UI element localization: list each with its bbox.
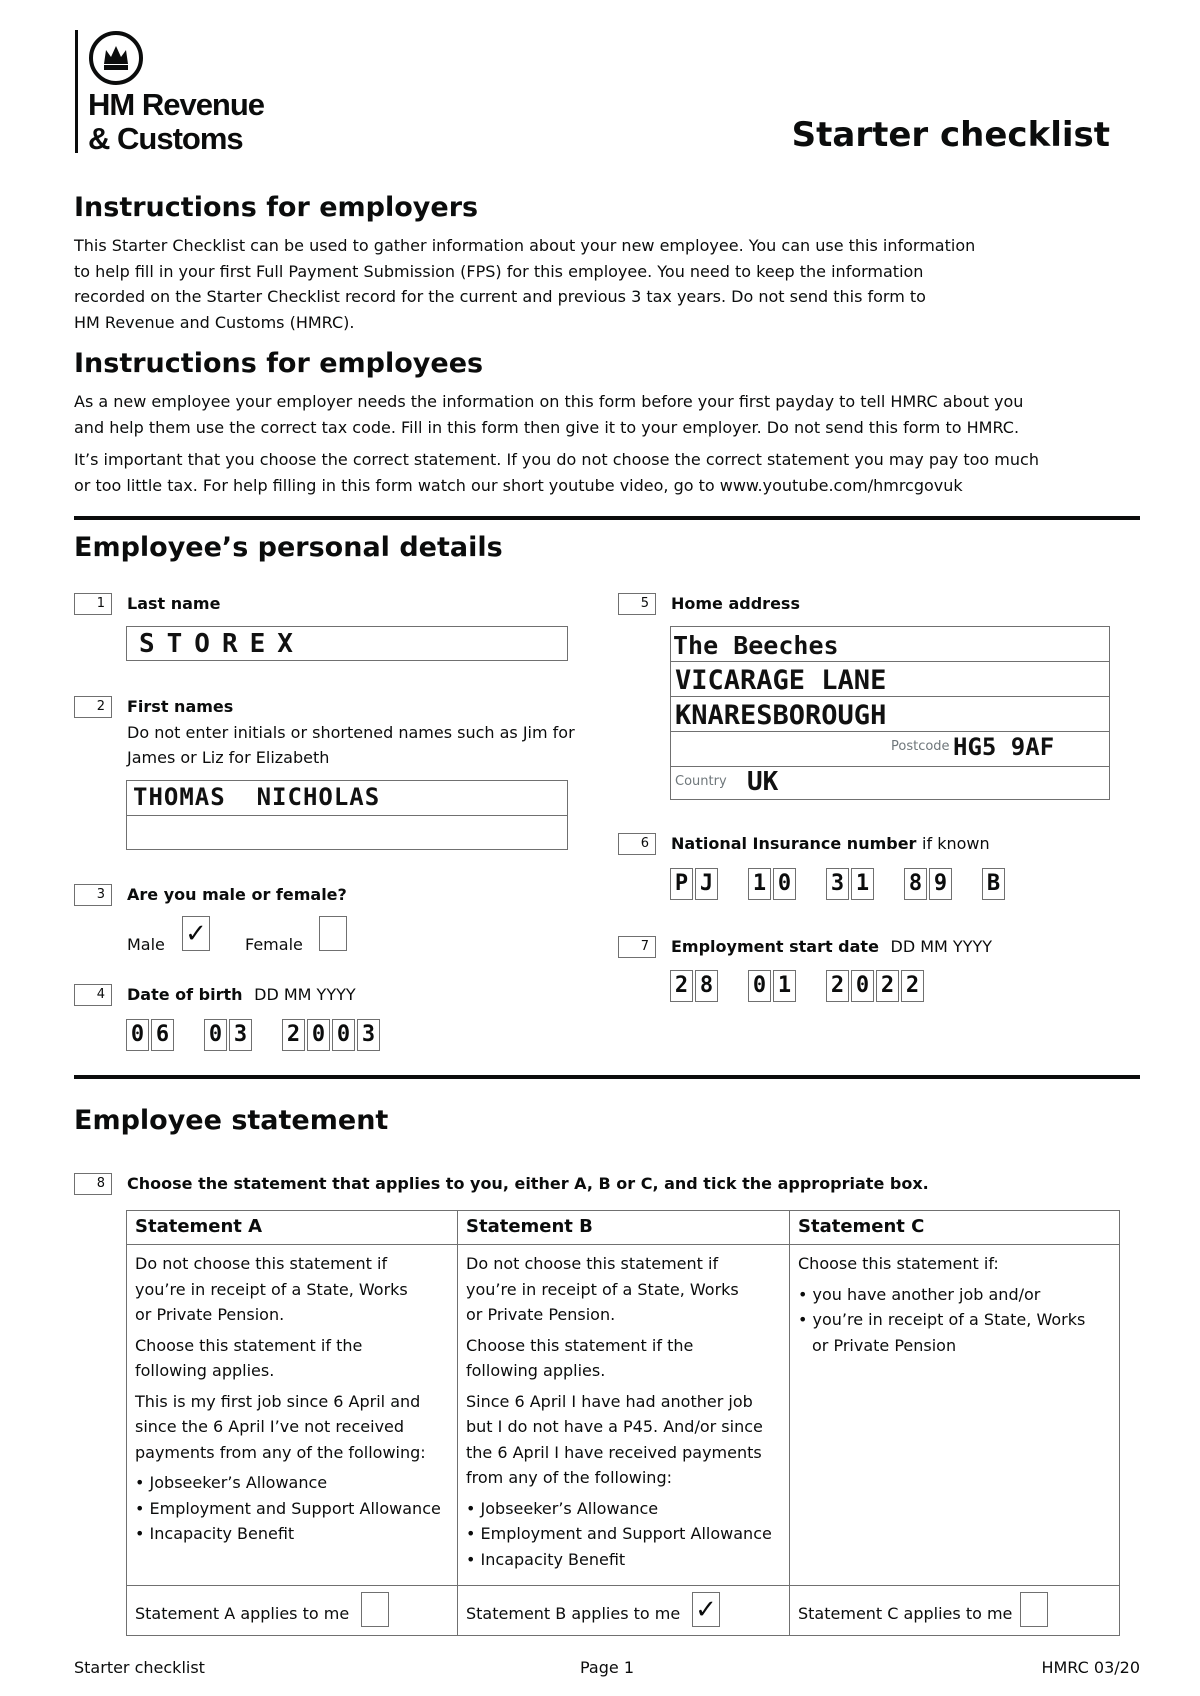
digit-cell: 0 xyxy=(204,1019,227,1051)
statement-a-checkbox[interactable] xyxy=(361,1592,389,1627)
ni-cells-group-2[interactable] xyxy=(748,868,796,900)
text-line: and help them use the correct tax code. Fill in this form then give it to your employer. Do not send this form to HMRC. xyxy=(74,417,1020,437)
question-number-6: 6 xyxy=(618,833,656,855)
employee-instructions-text-2 xyxy=(74,447,1140,498)
statement-a-body xyxy=(127,1245,457,1585)
statement-b-tick: ✓ xyxy=(695,1594,717,1625)
digit-cell: 8 xyxy=(695,970,718,1002)
digit-cell: 0 xyxy=(773,868,796,900)
statement-b-p1: Do not choose this statement if you’re in receipt of a State, Works or Private Pension. xyxy=(466,1254,739,1324)
list-item: • Jobseeker’s Allowance xyxy=(466,1496,781,1522)
hmrc-logo-text xyxy=(88,88,264,156)
personal-details-heading: Employee’s personal details xyxy=(74,532,503,563)
statement-b-applies-label: Statement B applies to me xyxy=(466,1604,681,1623)
ni-number-label: National Insurance number xyxy=(671,834,917,853)
start-month-cells[interactable] xyxy=(748,970,796,1002)
start-day-cells[interactable] xyxy=(670,970,718,1002)
digit-cell: 2 xyxy=(876,970,899,1002)
statement-c-title: Statement C xyxy=(790,1211,1119,1245)
statement-a-title: Statement A xyxy=(127,1211,457,1245)
digit-cell: 2 xyxy=(826,970,849,1002)
statement-b-title: Statement B xyxy=(458,1211,789,1245)
digit-cell: J xyxy=(695,868,718,900)
document-title: Starter checklist xyxy=(791,115,1110,155)
ni-cells-group-5[interactable] xyxy=(982,868,1005,900)
home-address-field[interactable] xyxy=(670,626,1110,800)
digit-cell: 1 xyxy=(748,868,771,900)
statement-b-footer xyxy=(458,1585,789,1635)
statement-c-applies-label: Statement C applies to me xyxy=(798,1604,1013,1623)
digit-cell: 0 xyxy=(748,970,771,1002)
statement-b-body xyxy=(458,1245,789,1585)
dob-format-hint: DD MM YYYY xyxy=(254,985,356,1004)
logo-line-2: & Customs xyxy=(88,121,243,156)
question-number-4: 4 xyxy=(74,984,112,1006)
ni-number-hint: if known xyxy=(922,834,990,853)
question-number-2: 2 xyxy=(74,696,112,718)
start-year-cells[interactable] xyxy=(826,970,924,1002)
statement-instruction: Choose the statement that applies to you, either A, B or C, and tick the appropriate box. xyxy=(127,1174,929,1193)
statement-a-p1: Do not choose this statement if you’re in receipt of a State, Works or Private Pension. xyxy=(135,1254,408,1324)
statement-a-p2: Choose this statement if the following applies. xyxy=(135,1335,363,1380)
start-date-format-hint: DD MM YYYY xyxy=(890,937,993,956)
home-address-label: Home address xyxy=(671,594,800,613)
field-divider xyxy=(671,766,1109,767)
field-divider xyxy=(671,731,1109,732)
field-divider xyxy=(127,815,567,816)
statement-a-list xyxy=(135,1470,449,1547)
text-line: As a new employee your employer needs the information on this form before your first payday to tell HMRC about you xyxy=(74,392,1024,411)
statements-table xyxy=(126,1210,1120,1636)
digit-cell: 9 xyxy=(929,868,952,900)
ni-cells-group-1[interactable] xyxy=(670,868,718,900)
digit-cell: P xyxy=(670,868,693,900)
list-item: • Incapacity Benefit xyxy=(135,1521,449,1547)
digit-cell: 3 xyxy=(357,1019,380,1051)
dob-label xyxy=(127,985,356,1004)
digit-cell: 8 xyxy=(904,868,927,900)
female-label: Female xyxy=(245,935,303,954)
list-item: • you’re in receipt of a State, Works xyxy=(798,1307,1111,1333)
section-divider xyxy=(74,1075,1140,1079)
employer-instructions-heading: Instructions for employers xyxy=(74,192,479,223)
statement-c-list xyxy=(798,1282,1111,1333)
logo-line-1: HM Revenue xyxy=(88,87,265,122)
digit-cell: B xyxy=(982,868,1005,900)
postcode-label: Postcode xyxy=(891,739,950,754)
statement-c-column xyxy=(790,1211,1119,1635)
statement-c-p1: Choose this statement if: xyxy=(798,1254,999,1273)
list-item: • Incapacity Benefit xyxy=(466,1547,781,1573)
statement-b-checkbox[interactable] xyxy=(692,1592,720,1627)
text-line: to help fill in your first Full Payment Submission (FPS) for this employee. You need to keep the information xyxy=(74,261,924,281)
male-checkbox[interactable] xyxy=(182,916,210,951)
last-name-value: STOREX xyxy=(139,629,305,659)
statement-a-p3: This is my first job since 6 April and since the 6 April I’ve not received payments from any of the following: xyxy=(135,1391,426,1462)
male-label: Male xyxy=(127,935,165,954)
list-item: • Employment and Support Allowance xyxy=(135,1496,449,1522)
digit-cell: 0 xyxy=(307,1019,330,1051)
gender-label: Are you male or female? xyxy=(127,885,347,904)
address-line-3: KNARESBOROUGH xyxy=(675,700,887,731)
list-item: • Employment and Support Allowance xyxy=(466,1521,781,1547)
first-names-field[interactable] xyxy=(126,780,568,850)
list-item: • Jobseeker’s Allowance xyxy=(135,1470,449,1496)
dob-day-cells[interactable] xyxy=(126,1019,174,1051)
question-number-1: 1 xyxy=(74,593,112,615)
question-number-5: 5 xyxy=(618,593,656,615)
postcode-value: HG5 9AF xyxy=(953,733,1055,761)
digit-cell: 6 xyxy=(151,1019,174,1051)
footer-left: Starter checklist xyxy=(74,1658,205,1677)
list-item: • you have another job and/or xyxy=(798,1282,1111,1308)
footer-form-code: HMRC 03/20 xyxy=(1041,1658,1140,1677)
digit-cell: 3 xyxy=(826,868,849,900)
question-number-3: 3 xyxy=(74,884,112,906)
digit-cell: 3 xyxy=(229,1019,252,1051)
statement-b-list xyxy=(466,1496,781,1573)
first-names-value: THOMAS NICHOLAS xyxy=(133,783,381,811)
hint-line: James or Liz for Elizabeth xyxy=(127,748,330,767)
ni-cells-group-4[interactable] xyxy=(904,868,952,900)
last-name-label: Last name xyxy=(127,594,221,613)
list-item-continuation: or Private Pension xyxy=(812,1335,957,1355)
statement-a-footer xyxy=(127,1585,457,1635)
statement-b-column xyxy=(458,1211,789,1635)
statement-b-p3: Since 6 April I have had another job but I do not have a P45. And/or since the 6 April I have received payments from any of the following: xyxy=(466,1391,763,1487)
employee-instructions-heading: Instructions for employees xyxy=(74,348,484,379)
text-line: or too little tax. For help filling in this form watch our short youtube video, go to www.youtube.com/hmrcgovuk xyxy=(74,475,963,495)
address-line-1: The Beeches xyxy=(673,631,839,660)
question-number-7: 7 xyxy=(618,936,656,958)
digit-cell: 0 xyxy=(332,1019,355,1051)
last-name-field[interactable] xyxy=(126,626,568,661)
digit-cell: 1 xyxy=(851,868,874,900)
text-line: It’s important that you choose the correct statement. If you do not choose the correct statement you may pay too much xyxy=(74,450,1039,469)
first-names-label: First names xyxy=(127,697,234,716)
digit-cell: 2 xyxy=(282,1019,305,1051)
statement-c-footer xyxy=(790,1585,1119,1635)
section-divider xyxy=(74,516,1140,520)
dob-year-cells[interactable] xyxy=(282,1019,380,1051)
statement-a-column xyxy=(127,1211,457,1635)
address-line-2: VICARAGE LANE xyxy=(675,665,887,696)
statement-a-applies-label: Statement A applies to me xyxy=(135,1604,350,1623)
start-date-label: Employment start date xyxy=(671,937,879,956)
employee-instructions-text-1 xyxy=(74,389,1140,440)
employer-instructions-text xyxy=(74,233,1134,335)
digit-cell: 1 xyxy=(773,970,796,1002)
employee-statement-heading: Employee statement xyxy=(74,1105,389,1136)
statement-c-body xyxy=(790,1245,1119,1585)
dob-label-text: Date of birth xyxy=(127,985,243,1004)
text-line: This Starter Checklist can be used to gather information about your new employee. You can use this information xyxy=(74,236,976,255)
text-line: recorded on the Starter Checklist record for the current and previous 3 tax years. Do not send this form to xyxy=(74,287,926,306)
logo-bar xyxy=(75,30,78,153)
ni-cells-group-3[interactable] xyxy=(826,868,874,900)
hint-line: Do not enter initials or shortened names such as Jim for xyxy=(127,723,575,742)
question-number-8: 8 xyxy=(74,1173,112,1195)
digit-cell: 0 xyxy=(851,970,874,1002)
country-value: UK xyxy=(747,767,779,797)
footer-page-number: Page 1 xyxy=(580,1658,634,1677)
country-label: Country xyxy=(675,774,727,789)
field-divider xyxy=(671,661,1109,662)
digit-cell: 2 xyxy=(901,970,924,1002)
male-tick: ✓ xyxy=(185,918,207,949)
first-names-hint xyxy=(127,720,575,770)
digit-cell: 2 xyxy=(670,970,693,1002)
digit-cell: 0 xyxy=(126,1019,149,1051)
statement-b-p2: Choose this statement if the following applies. xyxy=(466,1335,694,1380)
field-divider xyxy=(671,696,1109,697)
royal-crest-icon xyxy=(88,30,144,86)
dob-month-cells[interactable] xyxy=(204,1019,252,1051)
statement-c-checkbox[interactable] xyxy=(1020,1592,1048,1627)
female-checkbox[interactable] xyxy=(319,916,347,951)
text-line: HM Revenue and Customs (HMRC). xyxy=(74,312,355,332)
